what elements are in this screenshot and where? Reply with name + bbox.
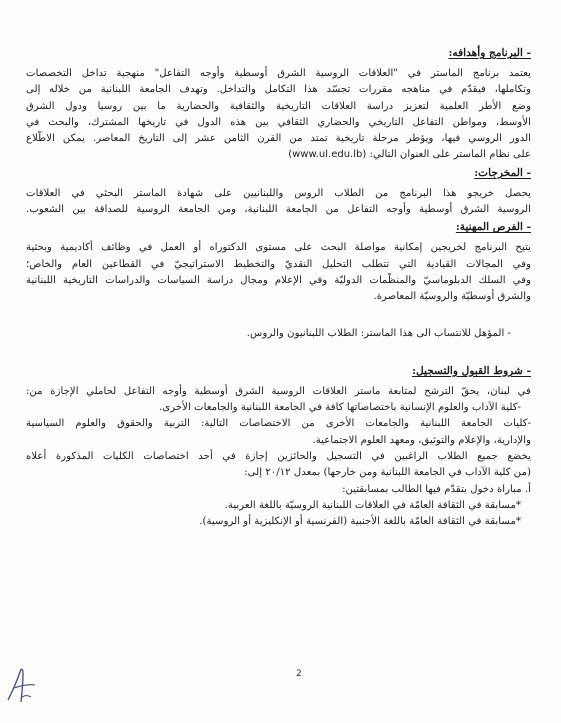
admission-line-6: (من كلية الآداب في الجامعة اللبنانية ومن خارجها) بمعدل ٢٠/١٢ إلى: bbox=[244, 467, 531, 479]
admission-line-9: *مسابقة في الثقافة العامّة باللغة الأجنبية (الفرنسية أو الإنكليزية أو الروسية). bbox=[199, 516, 521, 528]
document-body bbox=[26, 44, 531, 531]
careers-line-1: يتيح البرنامج لخريجين إمكانية مواصلة البحث على مستوى الدكتوراه أو العمل في وظائف أكاديمية وبحثية bbox=[26, 242, 531, 254]
eligibility-line: - المؤهل للانتساب الى هذا الماستر: الطلاب اللبنانيون والروس. bbox=[246, 327, 511, 339]
program-url-prefix: على نظام الماستر على العنوان التالي: bbox=[369, 149, 531, 161]
section-heading-program: - البرنامج وأهدافه: bbox=[448, 47, 531, 59]
program-line-5: الدور الروسي فيها، ويؤطر مرحلة تاريخية تمتد من القرن الثامن عشر إلى التاريخ المعاصر. يمكن الاطّلاع bbox=[26, 133, 531, 145]
program-line-4: الأوسط، ومواطن التفاعل التاريخي والحضاري الثقافي بين هذه الدول في تاريخها المشترك، والبحث في bbox=[26, 116, 531, 128]
section-heading-admission: - شروط القبول والتسجيل: bbox=[412, 364, 531, 377]
page-number: 2 bbox=[296, 669, 302, 679]
program-line-2: وتكاملها، فيقدّم في مناهجه مقررات تجسّد هذا التكامل والتداخل. وتهدف الجامعة اللبنانية من خلاله إلى bbox=[26, 84, 531, 96]
handwritten-signature bbox=[4, 662, 38, 706]
careers-line-4: والشرق أوسطيّة والروسيّة المعاصرة. bbox=[373, 291, 531, 303]
section-heading-careers: - الفرص المهنية: bbox=[455, 221, 531, 234]
careers-line-2: وفي المجالات القيادية التي تتطلب التحليل النقديّ والتخطيط الاستراتيجيّ في القطاعين العام والخاص؛ bbox=[26, 258, 531, 270]
admission-line-5: يخضع جميع الطلاب الراغبين في التسجيل والحائزين إجازة في أحد اختصاصات الكليات المذكورة أعلاه bbox=[26, 451, 531, 463]
admission-line-4: والإدارية، والإعلام والتوثيق، ومعهد العلوم الاجتماعية. bbox=[312, 434, 531, 446]
program-line-3: وضع الأطر العلمية لتعزيز دراسة العلاقات التاريخية والثقافية والحضارية ما بين روسيا ودول الشرق bbox=[26, 100, 531, 112]
admission-line-7: أ. مباراة دخول يتقدّم فيها الطالب بمسابقتين: bbox=[342, 483, 531, 495]
outcomes-line-2: الروسية الشرق أوسطية وأوجه التفاعل من الجامعة اللبنانية، ومن الجامعة الروسية للصداقة بين الشعوب. bbox=[26, 204, 531, 216]
admission-line-1: في لبنان، يحقّ الترشح لمتابعة ماستر العلاقات الروسية الشرق أوسطية وأوجه التفاعل لحاملي الإجازة من: bbox=[26, 385, 531, 397]
admission-line-2: -كلية الآداب والعلوم الإنسانية باختصاصاتها كافة في الجامعة اللبنانية والجامعات الأخرى. bbox=[159, 402, 521, 414]
admission-line-8: *مسابقة في الثقافة العامّة في العلاقات اللبنانية الروسيّة باللغة العربية. bbox=[224, 499, 521, 511]
program-line-6 bbox=[26, 147, 531, 163]
careers-line-3: وفي السلك الدبلوماسيّ والمنظّمات الدوليّة وفي الإعلام ومجال دراسة السياسات والدراسات التاريخية اللبنانية bbox=[26, 274, 531, 286]
program-line-1: يعتمد برنامج الماستر في "العلاقات الروسية الشرق أوسطية وأوجه التفاعل" منهجية تداخل التخصصات bbox=[26, 68, 531, 79]
program-url-link[interactable]: (www.ul.edu.lb) bbox=[288, 149, 367, 161]
outcomes-line-1: يحصل خريجو هذا البرنامج من الطلاب الروس واللبنانيين على شهادة الماستر البحثي في العلاقات bbox=[26, 187, 531, 199]
section-heading-outcomes: - المخرجات: bbox=[474, 166, 531, 179]
admission-line-3: -كليات الجامعة اللبنانية والجامعات الأخرى من الاختصاصات التالية: التربية والحقوق والعلوم السياسية bbox=[26, 418, 531, 430]
